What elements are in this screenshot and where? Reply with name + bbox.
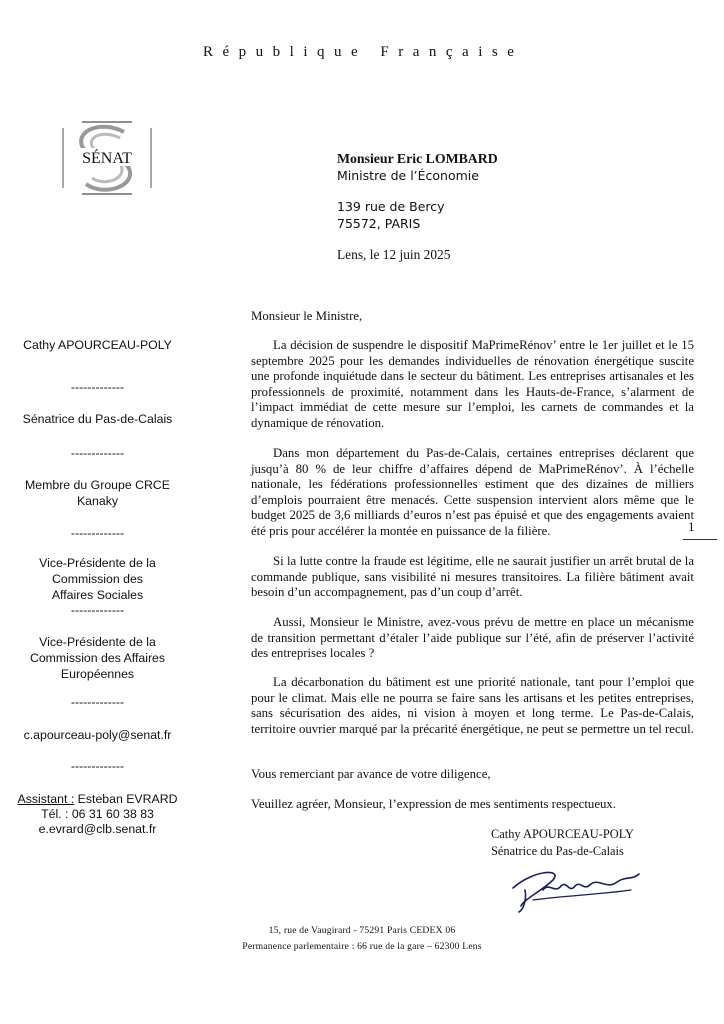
vp-social-line3: Affaires Sociales — [51, 588, 144, 602]
separator: ------------- — [70, 526, 125, 540]
separator: ------------- — [70, 446, 125, 460]
footer-permanence: Permanence parlementaire : 66 rue de la gare – 62300 Lens — [242, 941, 482, 952]
signature-title: Sénatrice du Pas-de-Calais — [491, 844, 624, 858]
assistant-name: Esteban EVRARD — [77, 792, 178, 806]
vp-europe-line2: Commission des Affaires — [29, 651, 166, 665]
signature-block — [491, 826, 634, 860]
letter-date: Lens, le 12 juin 2025 — [337, 247, 451, 262]
vp-europe-line1: Vice-Présidente de la — [39, 635, 156, 649]
assistant-label: Assistant : — [17, 792, 75, 806]
vp-social-line1: Vice-Présidente de la — [39, 556, 156, 570]
page-number: 1 — [688, 519, 695, 534]
signature-name: Cathy APOURCEAU-POLY — [491, 827, 634, 841]
recipient-block — [337, 150, 498, 263]
republique-francaise-heading: République Française — [203, 44, 524, 60]
separator: ------------- — [70, 759, 125, 773]
sender-email: c.apourceau-poly@senat.fr — [23, 728, 172, 742]
sender-role-senatrice: Sénatrice du Pas-de-Calais — [22, 412, 173, 426]
separator: ------------- — [70, 695, 125, 709]
paragraph-2: Dans mon département du Pas-de-Calais, certaines entreprises déclarent que jusqu’à 80 % de leur chiffre d’affaires dépend de MaPrimeRénov’. À l’échelle nationale, les fédérations professionnelles estiment que des dizaines de milliers d’emplois pourraient être menacés. Cette suspension intervient alors même que le budget 2025 de 3,6 milliards d’euros n’est pas épuisé et que des engagements avaient été pris pour accélérer la montée en puissance de la filière. — [251, 446, 694, 538]
recipient-title: Ministre de l’Économie — [337, 168, 479, 183]
senat-logo — [62, 118, 152, 198]
separator: ------------- — [70, 603, 125, 617]
footer-address: 15, rue de Vaugirard - 75291 Paris CEDEX 06 — [268, 925, 456, 936]
sender-group-line2: Kanaky — [76, 494, 118, 508]
svg-text:SÉNAT: SÉNAT — [82, 150, 132, 167]
page-number-rule — [683, 539, 717, 540]
paragraph-3: Si la lutte contre la fraude est légitime, elle ne saurait justifier un arrêt brutal de la commande publique, sans visibilité ni mesures transitoires. La filière bâtiment avait besoin d’un accompagnement, pas d’un coup d’arrêt. — [251, 554, 694, 600]
recipient-address-line1: 139 rue de Bercy — [337, 199, 445, 214]
recipient-address-line2: 75572, PARIS — [337, 216, 421, 231]
closing-formula: Veuillez agréer, Monsieur, l’expression de mes sentiments respectueux. — [251, 797, 616, 811]
handwritten-signature — [503, 860, 643, 915]
paragraph-1: La décision de suspendre le dispositif MaPrimeRénov’ entre le 1er juillet et le 15 septembre 2025 pour les demandes individuelles de rénovation énergétique suscite une profonde inquiétude dans le secteur du bâtiment. Les entreprises artisanales et les professionnels de proximité, notamment dans les Hauts-de-France, s’alarment de l’impact immédiat de cette mesure sur l’emploi, les carnets de commandes et la dynamique de rénovation. — [251, 338, 694, 430]
salutation: Monsieur le Ministre, — [251, 309, 363, 323]
sender-name: Cathy APOURCEAU-POLY — [23, 338, 172, 352]
assistant-phone: Tél. : 06 31 60 38 83 — [41, 807, 154, 821]
paragraph-5: La décarbonation du bâtiment est une priorité nationale, tant pour l’emploi que pour le climat. Mais elle ne pourra se faire sans les artisans et les petites entreprises, sans sécurisation des aides, ni vision à moyen et long terme. Le Pas-de-Calais, territoire ouvrier marqué par la précarité énergétique, ne peut se permettre un tel recul. — [251, 675, 694, 736]
assistant-email: e.evrard@clb.senat.fr — [38, 822, 157, 836]
paragraph-4: Aussi, Monsieur le Ministre, avez-vous prévu de mettre en place un mécanisme de transition permettant d’étaler l’aide publique sur l’été, afin de préserver l’activité des entreprises locales ? — [251, 615, 694, 661]
separator: ------------- — [70, 380, 125, 394]
closing-thanks: Vous remerciant par avance de votre diligence, — [251, 767, 491, 781]
recipient-name: Monsieur Eric LOMBARD — [337, 151, 498, 166]
vp-social-line2: Commission des — [52, 572, 143, 586]
vp-europe-line3: Européennes — [60, 667, 135, 681]
assistant-line — [10, 792, 185, 808]
sender-group-line1: Membre du Groupe CRCE — [25, 478, 170, 492]
